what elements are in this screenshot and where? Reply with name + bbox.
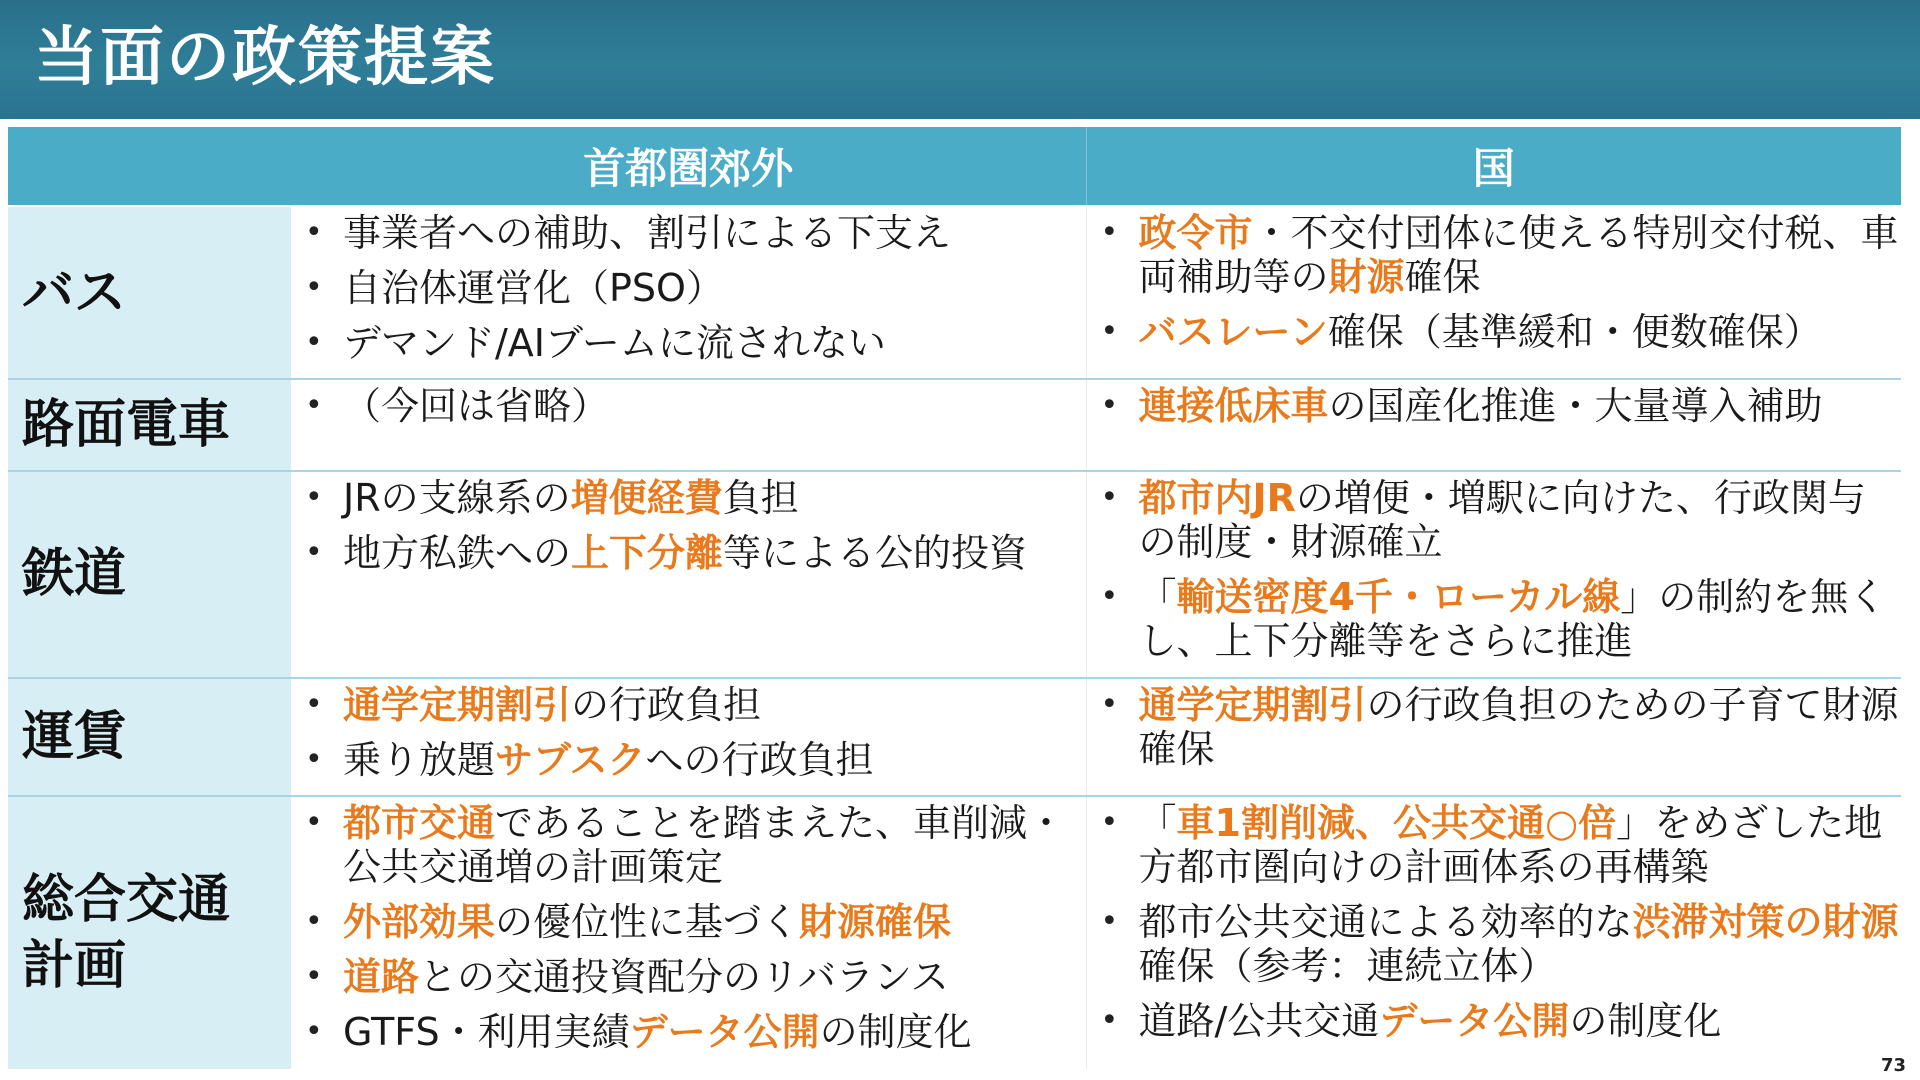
highlight-text: サブスク — [495, 737, 646, 782]
text-segment: の国産化推進・大量導入補助 — [1328, 383, 1823, 428]
bullet-item — [291, 683, 1086, 727]
highlight-text: 都市交通 — [343, 801, 496, 846]
bullet-list — [291, 211, 1086, 365]
text-segment: 負担 — [722, 476, 799, 521]
text-segment: 確保（基準緩和・便数確保） — [1327, 310, 1822, 355]
table-header-row — [8, 127, 1901, 206]
text-segment: であることを踏まえた、車削減・公共交通増の計画策定 — [343, 801, 1066, 890]
bullet-list — [1087, 801, 1902, 1043]
bullet-item — [291, 900, 1086, 944]
cell-suburban — [291, 206, 1086, 379]
table-row — [8, 796, 1901, 1069]
bullet-item — [1087, 310, 1902, 354]
text-segment: の優位性に基づく — [495, 900, 800, 945]
cell-national — [1086, 678, 1901, 796]
bullet-item — [291, 1010, 1086, 1054]
cell-suburban — [291, 379, 1086, 471]
text-segment: の増便・増駅に向けた、行政関与の制度・財源確立 — [1138, 476, 1866, 565]
highlight-text: 財源確保 — [799, 900, 952, 945]
bullet-list — [291, 384, 1086, 428]
text-segment: の行政負担のための子育て財源確保 — [1138, 682, 1899, 771]
table-row — [8, 678, 1901, 796]
text-segment: 等による公的投資 — [723, 531, 1028, 576]
bullet-list — [291, 801, 1086, 1054]
text-segment: JRの支線系の — [343, 476, 571, 521]
bullet-item — [291, 384, 1086, 428]
table-row — [8, 379, 1901, 471]
text-segment: との交通投資配分のリバランス — [419, 955, 949, 1000]
text-segment: 「 — [1138, 575, 1177, 620]
highlight-text: 上下分離 — [571, 531, 724, 576]
cell-suburban — [291, 796, 1086, 1069]
table-row — [8, 206, 1901, 379]
bullet-list — [291, 476, 1086, 575]
text-segment: 自治体運営化（PSO） — [343, 266, 724, 311]
highlight-text: 車1割削減、公共交通○倍 — [1176, 801, 1617, 846]
page-number: 73 — [1880, 1055, 1906, 1076]
bullet-list — [1087, 476, 1902, 663]
bullet-item — [1087, 211, 1902, 299]
table-header-corner — [8, 127, 291, 206]
bullet-item — [291, 476, 1086, 520]
table-row — [8, 471, 1901, 678]
bullet-item — [291, 321, 1086, 365]
highlight-text: バスレーン — [1138, 310, 1328, 355]
highlight-text: データ公開 — [1379, 999, 1570, 1044]
text-segment: への行政負担 — [645, 737, 874, 782]
text-segment: の行政負担 — [571, 682, 762, 727]
text-segment: 道路/公共交通 — [1138, 999, 1380, 1044]
bullet-item — [291, 531, 1086, 575]
highlight-text: 通学定期割引 — [1138, 682, 1367, 727]
text-segment: の制度化 — [819, 1010, 972, 1055]
bullet-list — [1087, 384, 1902, 428]
cell-suburban — [291, 678, 1086, 796]
bullet-item — [1087, 683, 1902, 771]
text-segment: 都市公共交通による効率的な — [1138, 900, 1633, 945]
highlight-text: 増便経費 — [570, 476, 723, 521]
highlight-text: 政令市 — [1138, 211, 1253, 256]
row-label: 運賃 — [8, 678, 291, 796]
bullet-item — [1087, 801, 1902, 889]
text-segment: 確保 — [1404, 255, 1481, 300]
text-segment: の制度化 — [1569, 999, 1722, 1044]
table-body — [8, 206, 1901, 1069]
highlight-text: 通学定期割引 — [343, 682, 572, 727]
bullet-list — [291, 683, 1086, 782]
bullet-list — [1087, 211, 1902, 354]
bullet-item — [1087, 384, 1902, 428]
bullet-item — [291, 211, 1086, 255]
row-label: 路面電車 — [8, 379, 291, 471]
bullet-item — [291, 738, 1086, 782]
bullet-item — [1087, 999, 1902, 1043]
highlight-text: 輸送密度4千・ローカル線 — [1176, 575, 1621, 620]
cell-suburban — [291, 471, 1086, 678]
cell-national — [1086, 471, 1901, 678]
cell-national — [1086, 379, 1901, 471]
row-label: バス — [8, 206, 291, 379]
text-segment: 乗り放題 — [343, 737, 496, 782]
highlight-text: 都市内JR — [1138, 476, 1296, 521]
highlight-text: 道路 — [343, 955, 420, 1000]
highlight-text: 財源 — [1328, 255, 1405, 300]
bullet-item — [1087, 476, 1902, 564]
highlight-text: データ公開 — [629, 1010, 820, 1055]
row-label: 総合交通計画 — [8, 796, 291, 1069]
bullet-item — [1087, 575, 1902, 663]
title-bar — [0, 0, 1920, 119]
bullet-item — [291, 801, 1086, 889]
text-segment: 「 — [1138, 801, 1177, 846]
bullet-list — [1087, 683, 1902, 771]
row-label: 鉄道 — [8, 471, 291, 678]
column-header-national: 国 — [1086, 127, 1901, 206]
text-segment: 確保（参考：連続立体） — [1138, 944, 1557, 989]
bullet-item — [291, 955, 1086, 999]
cell-national — [1086, 796, 1901, 1069]
highlight-text: 渋滞対策の財源 — [1632, 900, 1899, 945]
text-segment: ・不交付団体に使える特別交付税、車両補助等の — [1138, 211, 1899, 300]
highlight-text: 連接低床車 — [1138, 383, 1329, 428]
text-segment: 」をめざした地方都市圏向けの計画体系の再構築 — [1138, 801, 1883, 890]
policy-table — [8, 127, 1901, 1069]
text-segment: 」の制約を無くし、上下分離等をさらに推進 — [1138, 575, 1887, 664]
text-segment: （今回は省略） — [343, 383, 610, 428]
text-segment: 地方私鉄への — [343, 531, 572, 576]
text-segment: デマンド/AIブームに流されない — [343, 321, 886, 366]
cell-national — [1086, 206, 1901, 379]
bullet-item — [1087, 900, 1902, 988]
highlight-text: 外部効果 — [343, 900, 496, 945]
page-title: 当面の政策提案 — [34, 21, 496, 95]
bullet-item — [291, 266, 1086, 310]
column-header-suburban: 首都圏郊外 — [291, 127, 1086, 206]
text-segment: 事業者への補助、割引による下支え — [343, 211, 952, 256]
text-segment: GTFS・利用実績 — [343, 1010, 630, 1055]
